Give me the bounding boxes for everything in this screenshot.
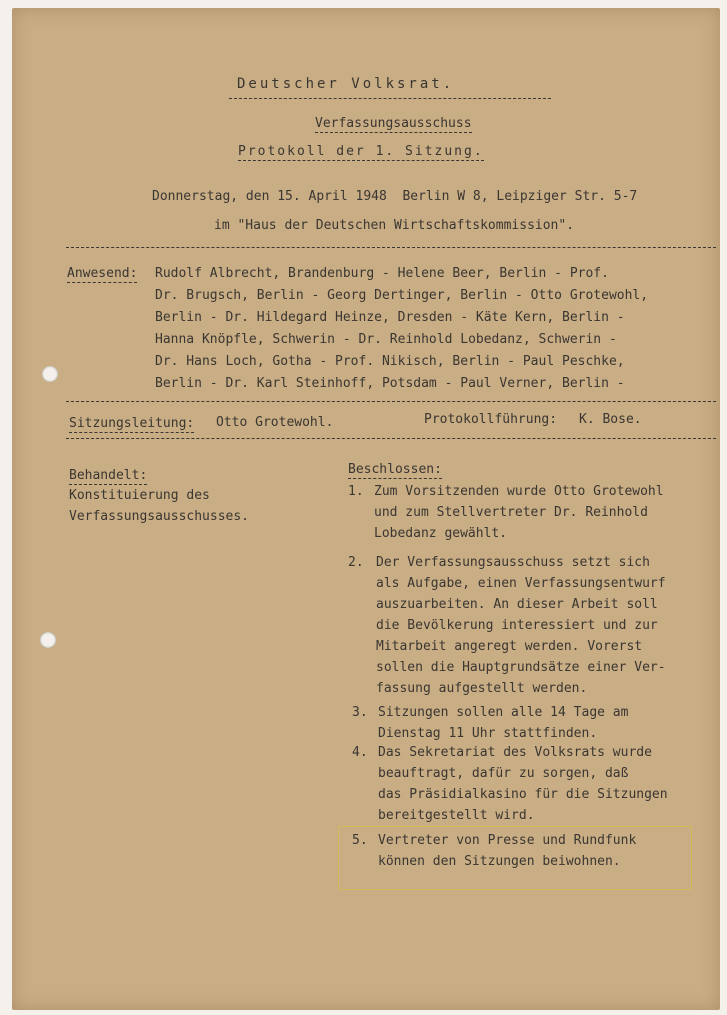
treated-line: Konstituierung des <box>69 488 210 503</box>
resolution-number: 4. <box>352 745 368 760</box>
resolution-line: Der Verfassungsausschuss setzt sich <box>376 555 650 570</box>
attendance-line: Hanna Knöpfle, Schwerin - Dr. Reinhold Lobedanz, Schwerin - <box>155 332 617 347</box>
leadership-value: Otto Grotewohl. <box>216 415 334 430</box>
attendance-line: Rudolf Albrecht, Brandenburg - Helene Beer, Berlin - Prof. <box>155 266 609 281</box>
resolution-line: Sitzungen sollen alle 14 Tage am <box>378 705 629 720</box>
attendance-line: Berlin - Dr. Hildegard Heinze, Dresden - Käte Kern, Berlin - <box>155 310 625 325</box>
resolved-label: Beschlossen: <box>348 462 442 477</box>
resolution-line: sollen die Hauptgrundsätze einer Ver- <box>376 660 666 675</box>
attendance-line: Dr. Hans Loch, Gotha - Prof. Nikisch, Berlin - Paul Peschke, <box>155 354 625 369</box>
protocol-title: Protokoll der 1. Sitzung. <box>238 144 484 159</box>
resolution-line: das Präsidialkasino für die Sitzungen <box>378 787 668 802</box>
minutes-value: K. Bose. <box>579 412 642 427</box>
meeting-date-line: Donnerstag, den 15. April 1948 Berlin W 8, Leipziger Str. 5-7 <box>152 189 638 204</box>
org-title: Deutscher Volksrat. <box>237 76 455 92</box>
resolution-number: 3. <box>352 705 368 720</box>
resolution-number: 1. <box>348 484 364 499</box>
resolution-line: bereitgestellt wird. <box>378 808 535 823</box>
resolution-line: Lobedanz gewählt. <box>374 526 508 541</box>
resolution-line: Zum Vorsitzenden wurde Otto Grotewohl <box>374 484 664 499</box>
treated-line: Verfassungsausschusses. <box>69 509 250 524</box>
resolution-line: auszuarbeiten. An dieser Arbeit soll <box>376 597 658 612</box>
resolution-number: 2. <box>348 555 364 570</box>
divider-2 <box>66 401 716 402</box>
resolution-line: können den Sitzungen beiwohnen. <box>378 854 621 869</box>
attendance-line: Berlin - Dr. Karl Steinhoff, Potsdam - Paul Verner, Berlin - <box>155 376 625 391</box>
committee-title: Verfassungsausschuss <box>315 116 472 131</box>
resolution-line: fassung aufgestellt werden. <box>376 681 588 696</box>
resolution-number: 5. <box>352 833 368 848</box>
attendance-label: Anwesend: <box>67 266 138 281</box>
title-underline <box>229 98 551 99</box>
resolution-line: Mitarbeit angeregt werden. Vorerst <box>376 639 643 654</box>
leadership-label: Sitzungsleitung: <box>69 416 195 431</box>
attendance-line: Dr. Brugsch, Berlin - Georg Dertinger, Berlin - Otto Grotewohl, <box>155 288 649 303</box>
punch-hole-bottom <box>40 632 56 648</box>
resolution-line: beauftragt, dafür zu sorgen, daß <box>378 766 629 781</box>
resolution-line: Dienstag 11 Uhr stattfinden. <box>378 726 598 741</box>
punch-hole-top <box>42 366 58 382</box>
meeting-venue-line: im "Haus der Deutschen Wirtschaftskommission". <box>214 218 575 233</box>
resolution-line: als Aufgabe, einen Verfassungsentwurf <box>376 576 666 591</box>
resolution-line: die Bevölkerung interessiert und zur <box>376 618 658 633</box>
resolution-line: Das Sekretariat des Volksrats wurde <box>378 745 652 760</box>
divider-3 <box>66 438 716 439</box>
resolution-line: Vertreter von Presse und Rundfunk <box>378 833 637 848</box>
treated-label: Behandelt: <box>69 468 148 483</box>
resolution-line: und zum Stellvertreter Dr. Reinhold <box>374 505 648 520</box>
divider-1 <box>66 247 716 248</box>
minutes-label: Protokollführung: <box>424 412 558 427</box>
